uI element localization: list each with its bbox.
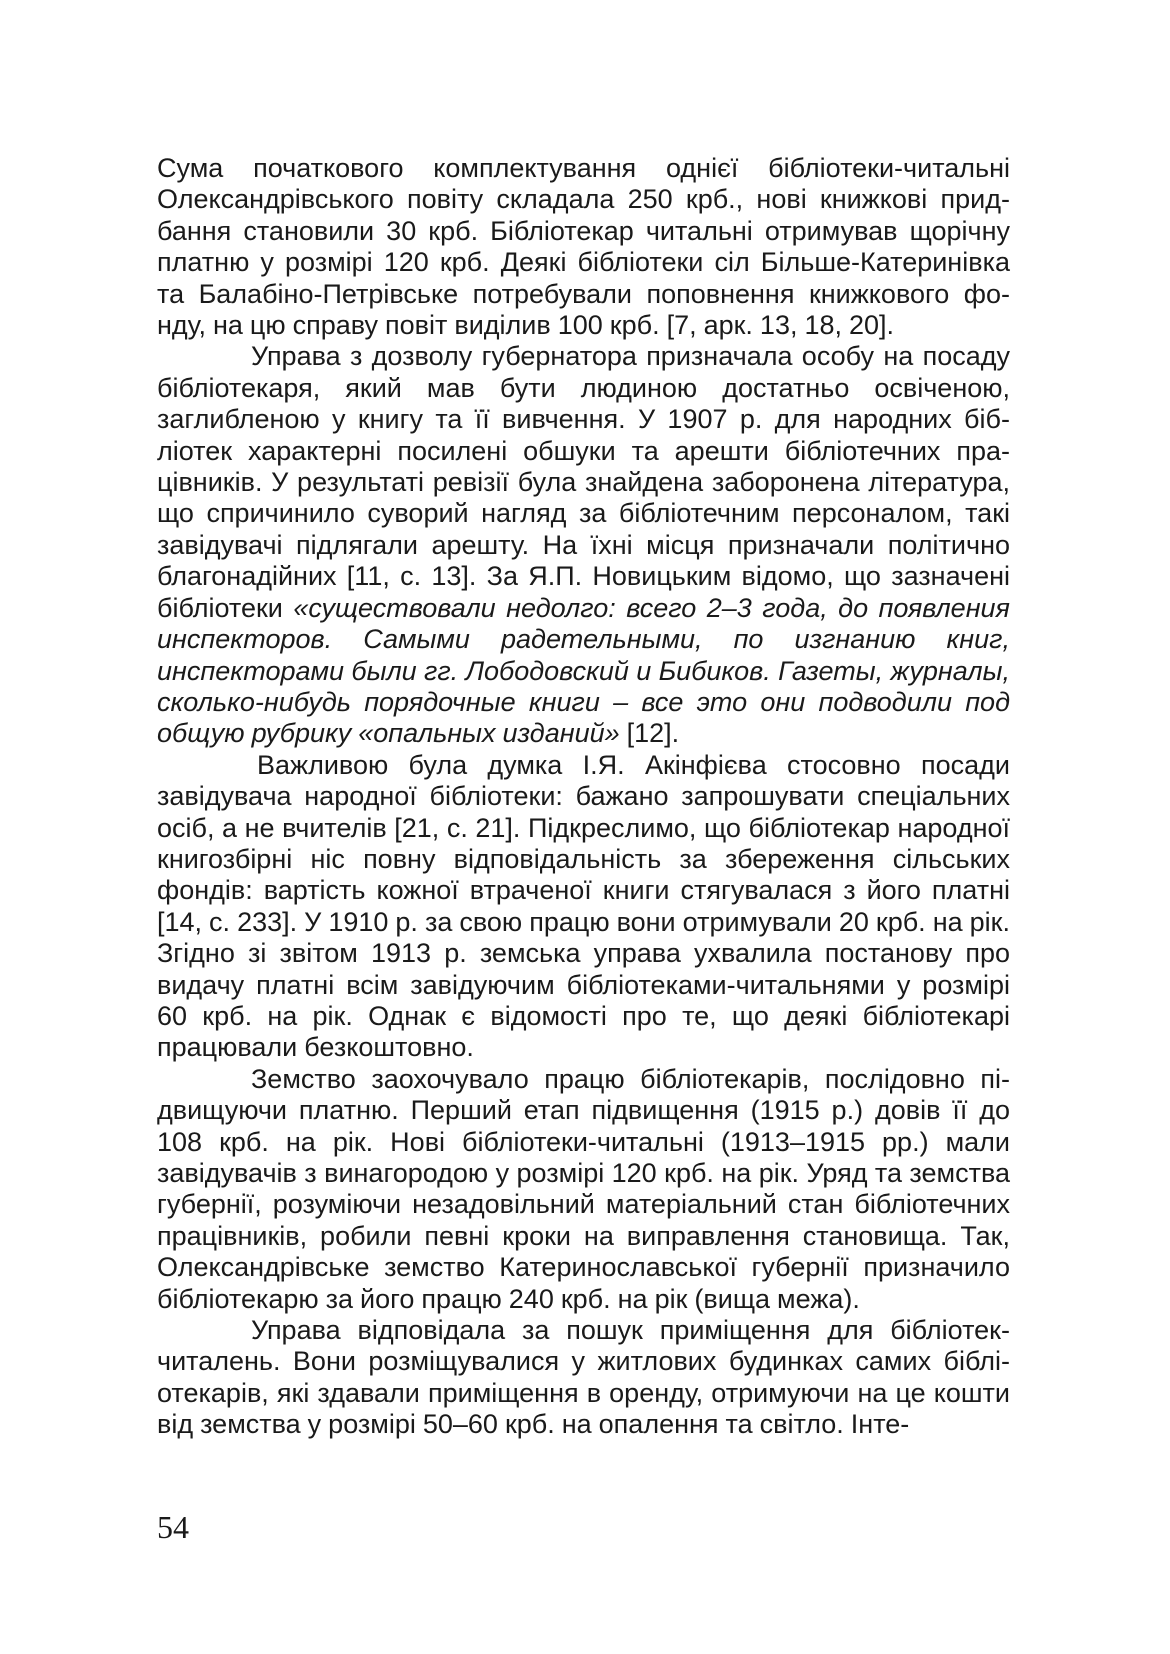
paragraph-5: Управа відповідала за пошук приміщення для бібліотек-читалень. Вони розміщувалися у житлових будинках самих бібліотекарів, які здавали приміщення в оренду, отримуючи на це кошти від земства у розмірі 50–60 крб. на опалення та світло. Інте- (157, 1315, 1010, 1440)
paragraph-2 (157, 341, 1010, 749)
paragraph-4: Земство заохочувало працю бібліотекарів, послідовно підвищуючи платню. Перший етап підвищення (1915 р.) довів її до 108 крб. на рік. Нові бібліотеки-читальні (1913–1915 рр.) мали завідувачів з винагородою у розмірі 120 крб. на рік. Уряд та земства губернії, розуміючи незадовільний матеріальний стан бібліотечних працівників, робили певні кроки на виправлення становища. Так, Олександрівське земство Катеринославської губернії призначило бібліотекарю за його працю 240 крб. на рік (вища межа). (157, 1063, 1010, 1314)
paragraph-2-quote: «существовали недолго: всего 2–3 года, до появления инспекторов. Самыми радетельными, по изгнанию книг, инспекторами были гг. Лободовский и Бибиков. Газеты, журналы, сколько-нибудь порядочные книги – все это они подводили под общую рубрику «опальных изданий» (157, 592, 1010, 749)
page-body (157, 153, 1010, 1441)
paragraph-2-citation: [12]. (619, 718, 680, 749)
paragraph-3: Важливою була думка І.Я. Акінфієва стосовно посади завідувача народної бібліотеки: бажано запрошувати спеціальних осіб, а не вчителів [21, с. 21]. Підкреслимо, що бібліотекар народної книгозбірні ніс повну відповідальність за збереження сільських фондів: вартість кожної втраченої книги стягувалася з його платні [14, с. 233]. У 1910 р. за свою працю вони отримували 20 крб. на рік. Згідно зі звітом 1913 р. земська управа ухвалила постанову про видачу платні всім завідуючим бібліотеками-читальнями у розмірі 60 крб. на рік. Однак є відомості про те, що деякі бібліотекарі працювали безкоштовно. (157, 749, 1010, 1063)
page-number: 54 (157, 1509, 189, 1545)
paragraph-1: Сума початкового комплектування однієї бібліотеки-читальні Олександрівського повіту складала 250 крб., нові книжкові придбання становили 30 крб. Бібліотекар читальні отримував щорічну платню у розмірі 120 крб. Деякі бібліотеки сіл Більше-Катеринівка та Балабіно-Петрівське потребували поповнення книжкового фонду, на цю справу повіт виділив 100 крб. [7, арк. 13, 18, 20]. (157, 153, 1010, 341)
paragraph-2-text: Управа з дозволу губернатора призначала особу на посаду бібліотекаря, який мав бути людиною достатньо освіченою, заглибленою у книгу та її вивчення. У 1907 р. для народних бібліотек характерні посилені обшуки та арешти бібліотечних працівників. У результаті ревізії була знайдена заборонена література, що спричинило суворий нагляд за бібліотечним персоналом, такі завідувачі підлягали арешту. На їхні місця призначали політично благонадійних [11, с. 13]. За Я.П. Новицьким відомо, що зазначені бібліотеки (157, 341, 1010, 623)
